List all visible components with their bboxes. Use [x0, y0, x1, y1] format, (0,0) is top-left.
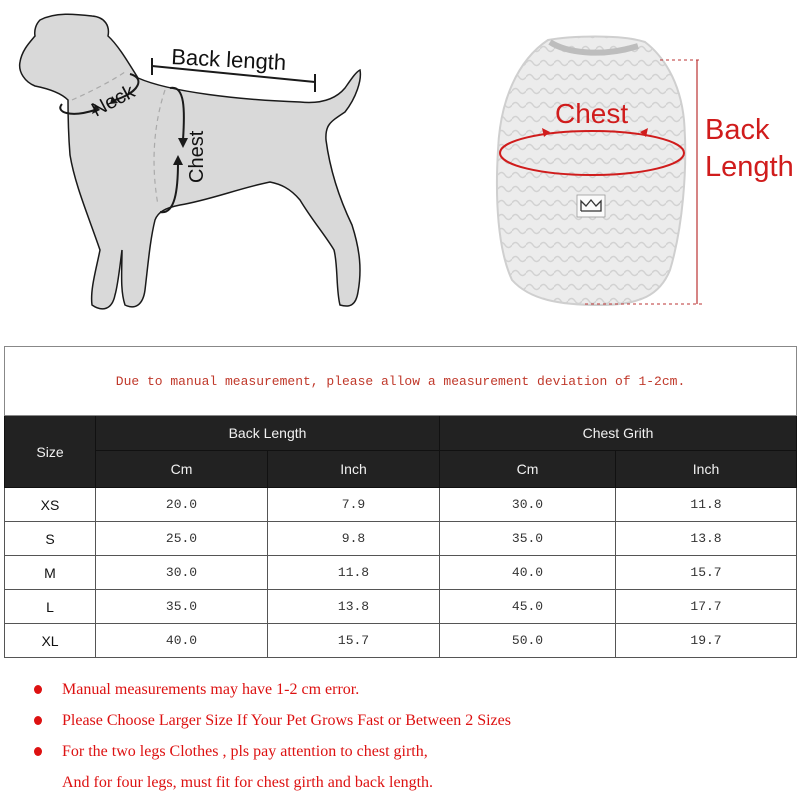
size-cell: XL	[5, 624, 96, 658]
header-back-length: Back Length	[96, 416, 440, 451]
crown-icon	[579, 198, 603, 214]
back-label-line2: Length	[705, 151, 794, 183]
measurement-note: Due to manual measurement, please allow a measurement deviation of 1-2cm.	[5, 347, 797, 416]
dog-measurement-diagram	[0, 0, 400, 330]
note-text: Please Choose Larger Size If Your Pet Grows Fast or Between 2 Sizes	[62, 712, 511, 729]
note-text: For the two legs Clothes , pls pay attention to chest girth,	[62, 743, 428, 760]
bullet-icon	[34, 747, 42, 756]
back-cm-cell: 20.0	[96, 488, 268, 522]
table-row	[5, 522, 797, 556]
chest-label: Chest	[186, 130, 208, 183]
back-inch-cell: 15.7	[268, 624, 440, 658]
back-inch-cell: 7.9	[268, 488, 440, 522]
chest-cm-cell: 50.0	[440, 624, 616, 658]
chest-cm-cell: 35.0	[440, 522, 616, 556]
chest-inch-cell: 11.8	[616, 488, 797, 522]
back-cm-cell: 35.0	[96, 590, 268, 624]
chest-inch-cell: 13.8	[616, 522, 797, 556]
sizing-notes	[30, 674, 790, 798]
back-inch-cell: 13.8	[268, 590, 440, 624]
back-cm-cell: 25.0	[96, 522, 268, 556]
size-cell: L	[5, 590, 96, 624]
back-length-label: Back length	[170, 44, 287, 75]
note-continuation	[30, 767, 790, 798]
sweater-back-length-label	[705, 112, 794, 186]
size-cell: XS	[5, 488, 96, 522]
header-back-inch: Inch	[268, 451, 440, 488]
header-back-cm: Cm	[96, 451, 268, 488]
size-cell: M	[5, 556, 96, 590]
table-row	[5, 488, 797, 522]
size-chart	[4, 346, 796, 658]
table-row	[5, 590, 797, 624]
chest-inch-cell: 17.7	[616, 590, 797, 624]
back-inch-cell: 11.8	[268, 556, 440, 590]
back-cm-cell: 40.0	[96, 624, 268, 658]
note-text: Manual measurements may have 1-2 cm error.	[62, 681, 360, 698]
chest-cm-cell: 40.0	[440, 556, 616, 590]
header-size: Size	[5, 416, 96, 488]
chest-cm-cell: 30.0	[440, 488, 616, 522]
table-row	[5, 624, 797, 658]
header-chest-inch: Inch	[616, 451, 797, 488]
chest-cm-cell: 45.0	[440, 590, 616, 624]
back-label-line1: Back	[705, 114, 770, 146]
measurement-illustrations	[0, 0, 800, 330]
neck-label: Neck	[88, 80, 139, 122]
note-text: And for four legs, must fit for chest girth and back length.	[62, 774, 434, 791]
bullet-icon	[34, 716, 42, 725]
chest-inch-cell: 15.7	[616, 556, 797, 590]
bullet-icon	[34, 685, 42, 694]
note-item	[30, 705, 790, 736]
header-chest-cm: Cm	[440, 451, 616, 488]
sweater-chest-label: Chest	[555, 98, 629, 129]
note-item	[30, 674, 790, 705]
chest-inch-cell: 19.7	[616, 624, 797, 658]
table-row	[5, 556, 797, 590]
back-inch-cell: 9.8	[268, 522, 440, 556]
note-item	[30, 736, 790, 767]
header-chest-girth: Chest Grith	[440, 416, 797, 451]
size-cell: S	[5, 522, 96, 556]
back-cm-cell: 30.0	[96, 556, 268, 590]
size-table	[4, 346, 797, 658]
